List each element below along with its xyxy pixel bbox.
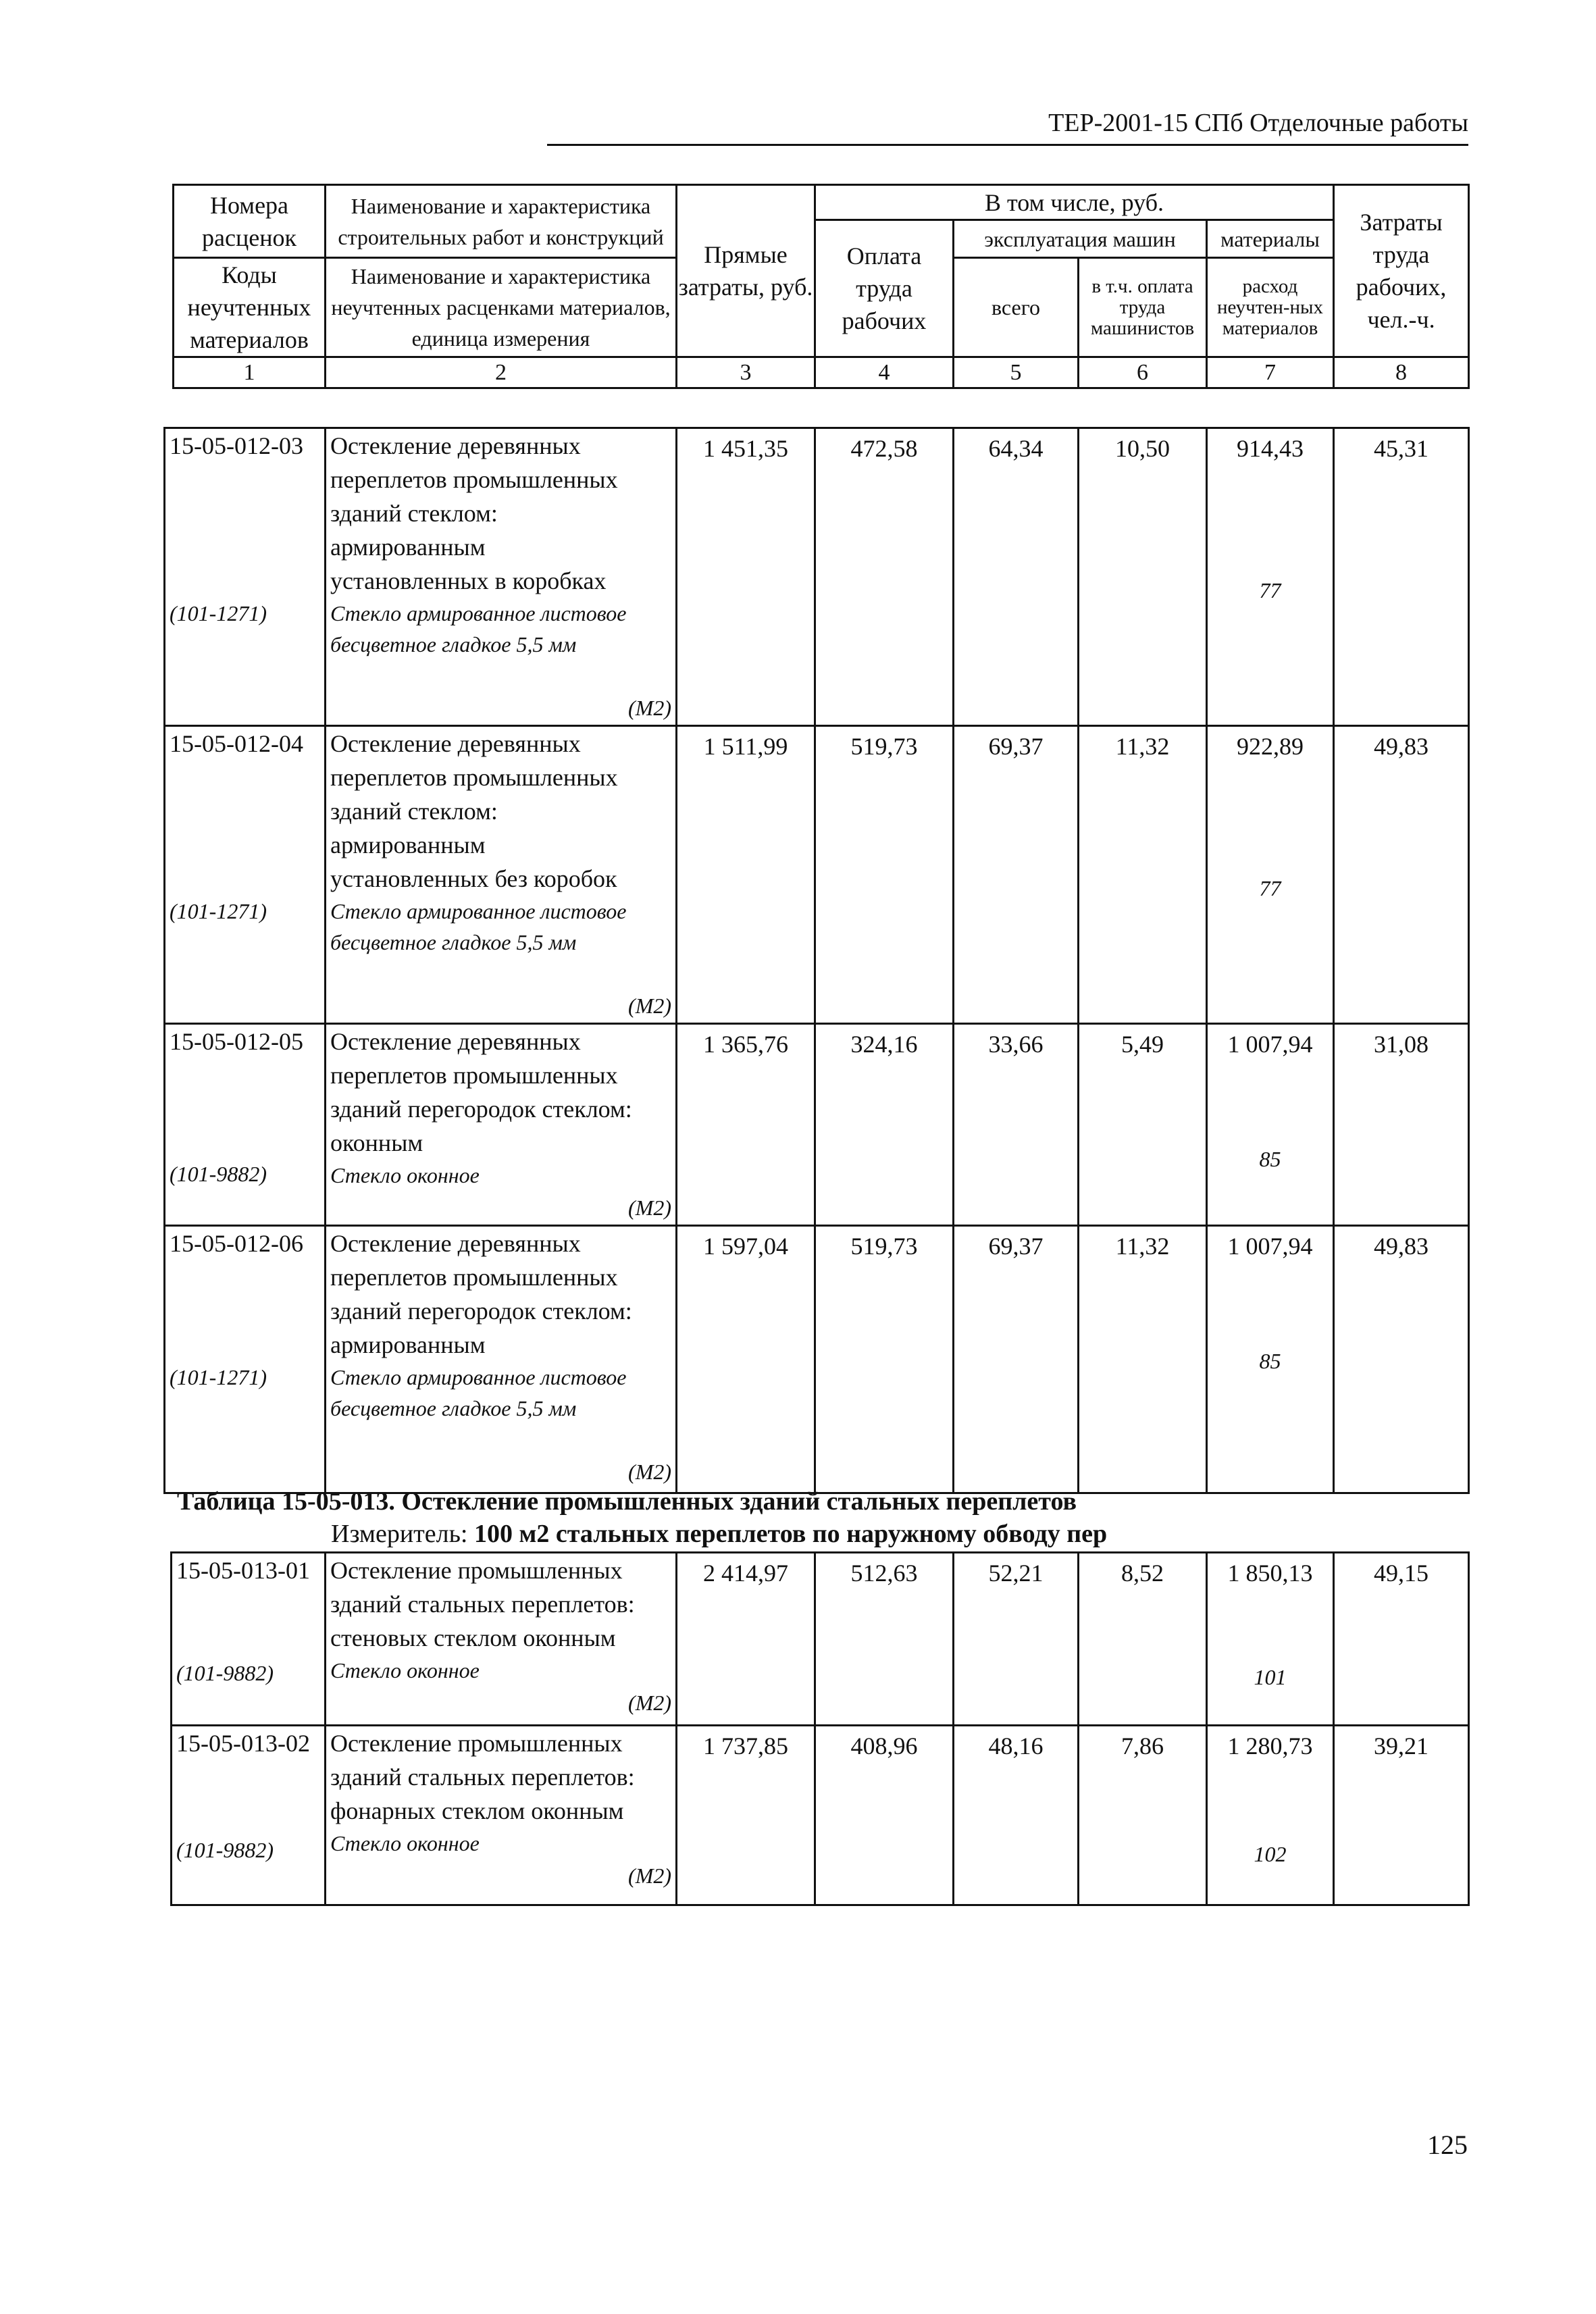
material-code: (101-9882) [176,1838,274,1862]
rate-code: 15-05-013-01 [176,1557,310,1584]
header-col2-top: Наименование и характеристика строительных работ и конструкций [326,185,677,258]
labor-cost: 512,63 [815,1553,954,1726]
header-number: 7 [1207,357,1334,388]
table-title: Таблица 15-05-013. Остекление промышленных зданий стальных переплетов [177,1487,1077,1516]
materials-cost: 914,43 [1237,435,1304,462]
header-number: 6 [1079,357,1207,388]
machine-cost: 69,37 [954,726,1079,1024]
header-number: 5 [954,357,1079,388]
rates-table-013 [170,1551,1470,1906]
rate-code: 15-05-012-05 [170,1028,303,1055]
table-row [172,1553,1469,1726]
meter-line [331,1518,1107,1549]
direct-cost: 1 597,04 [677,1226,815,1493]
operator-cost: 7,86 [1079,1726,1207,1905]
header-col2-bottom: Наименование и характеристика неучтенных расценками материалов, единица измерения [326,258,677,357]
material-description: Стекло оконное [330,1658,480,1682]
rate-code: 15-05-012-03 [170,432,303,459]
unit-label: (М2) [628,1691,671,1715]
direct-cost: 1 451,35 [677,428,815,726]
material-quantity: 85 [1259,1147,1281,1171]
work-description: Остекление деревянных переплетов промышленных зданий стеклом: армированным установленных в коробках [330,432,618,594]
materials-cost: 1 007,94 [1227,1031,1313,1058]
direct-cost: 2 414,97 [677,1553,815,1726]
direct-cost: 1 511,99 [677,726,815,1024]
machine-cost: 48,16 [954,1726,1079,1905]
materials-cost: 1 280,73 [1227,1732,1313,1759]
material-description: Стекло армированное листовое бесцветное гладкое 5,5 мм [330,1365,627,1420]
material-description: Стекло армированное листовое бесцветное гладкое 5,5 мм [330,601,627,657]
labor-hours: 49,83 [1334,1226,1469,1493]
table-row [165,428,1469,726]
header-materials: материалы [1207,220,1334,258]
header-col6: в т.ч. оплата труда машинистов [1079,258,1207,357]
operator-cost: 10,50 [1079,428,1207,726]
material-description: Стекло оконное [330,1831,480,1855]
header-col4: Оплата труда рабочих [815,220,954,357]
header-machines: эксплуатация машин [954,220,1207,258]
work-description: Остекление деревянных переплетов промышленных зданий стеклом: армированным установленных без коробок [330,730,618,892]
operator-cost: 11,32 [1079,1226,1207,1493]
meter-label: Измеритель: [331,1520,474,1548]
unit-label: (М2) [628,1863,671,1888]
materials-cost: 1 007,94 [1227,1233,1313,1260]
material-quantity: 101 [1254,1665,1287,1689]
running-head: ТЕР-2001-15 СПб Отделочные работы [547,108,1468,146]
machine-cost: 52,21 [954,1553,1079,1726]
material-description: Стекло армированное листовое бесцветное гладкое 5,5 мм [330,899,627,954]
unit-label: (М2) [628,994,671,1018]
machine-cost: 69,37 [954,1226,1079,1493]
header-group: В том числе, руб. [815,185,1334,220]
header-number: 4 [815,357,954,388]
labor-hours: 31,08 [1334,1024,1469,1226]
material-code: (101-1271) [170,601,267,625]
labor-hours: 49,83 [1334,726,1469,1024]
labor-cost: 408,96 [815,1726,954,1905]
header-number: 1 [174,357,326,388]
header-number: 8 [1334,357,1469,388]
material-quantity: 85 [1259,1349,1281,1373]
material-code: (101-9882) [170,1162,267,1186]
material-quantity: 77 [1259,876,1281,900]
operator-cost: 8,52 [1079,1553,1207,1726]
labor-hours: 39,21 [1334,1726,1469,1905]
header-col3: Прямые затраты, руб. [677,185,815,357]
rate-code: 15-05-012-06 [170,1230,303,1257]
work-description: Остекление промышленных зданий стальных переплетов: фонарных стеклом оконным [330,1730,635,1824]
unit-label: (М2) [628,696,671,720]
labor-cost: 324,16 [815,1024,954,1226]
material-description: Стекло оконное [330,1163,480,1187]
labor-hours: 49,15 [1334,1553,1469,1726]
header-col1-top: Номера расценок [174,185,326,258]
operator-cost: 5,49 [1079,1024,1207,1226]
direct-cost: 1 365,76 [677,1024,815,1226]
operator-cost: 11,32 [1079,726,1207,1024]
header-col8: Затраты труда рабочих, чел.-ч. [1334,185,1469,357]
header-col5: всего [954,258,1079,357]
table-row [165,726,1469,1024]
materials-cost: 1 850,13 [1227,1560,1313,1587]
table-row [165,1024,1469,1226]
material-quantity: 102 [1254,1842,1287,1866]
labor-cost: 519,73 [815,1226,954,1493]
rates-table-012 [163,427,1470,1494]
rate-code: 15-05-013-02 [176,1730,310,1757]
work-description: Остекление деревянных переплетов промышленных зданий перегородок стеклом: армированным [330,1230,632,1358]
header-col7: расход неучтен-ных материалов [1207,258,1334,357]
material-code: (101-1271) [170,1365,267,1389]
header-number: 2 [326,357,677,388]
rate-code: 15-05-012-04 [170,730,303,757]
material-quantity: 77 [1259,578,1281,602]
materials-cost: 922,89 [1237,733,1304,760]
work-description: Остекление деревянных переплетов промышленных зданий перегородок стеклом: оконным [330,1028,632,1156]
header-table [172,184,1470,389]
page-number: 125 [1427,2130,1468,2160]
unit-label: (М2) [628,1460,671,1484]
machine-cost: 33,66 [954,1024,1079,1226]
labor-cost: 519,73 [815,726,954,1024]
table-row [165,1226,1469,1493]
header-number: 3 [677,357,815,388]
meter-value: 100 м2 стальных переплетов по наружному обводу пер [474,1520,1108,1548]
header-col1-bottom: Коды неучтенных материалов [174,258,326,357]
material-code: (101-9882) [176,1661,274,1685]
machine-cost: 64,34 [954,428,1079,726]
table-row [172,1726,1469,1905]
material-code: (101-1271) [170,899,267,923]
labor-hours: 45,31 [1334,428,1469,726]
labor-cost: 472,58 [815,428,954,726]
unit-label: (М2) [628,1195,671,1220]
direct-cost: 1 737,85 [677,1726,815,1905]
work-description: Остекление промышленных зданий стальных переплетов: стеновых стеклом оконным [330,1557,635,1651]
